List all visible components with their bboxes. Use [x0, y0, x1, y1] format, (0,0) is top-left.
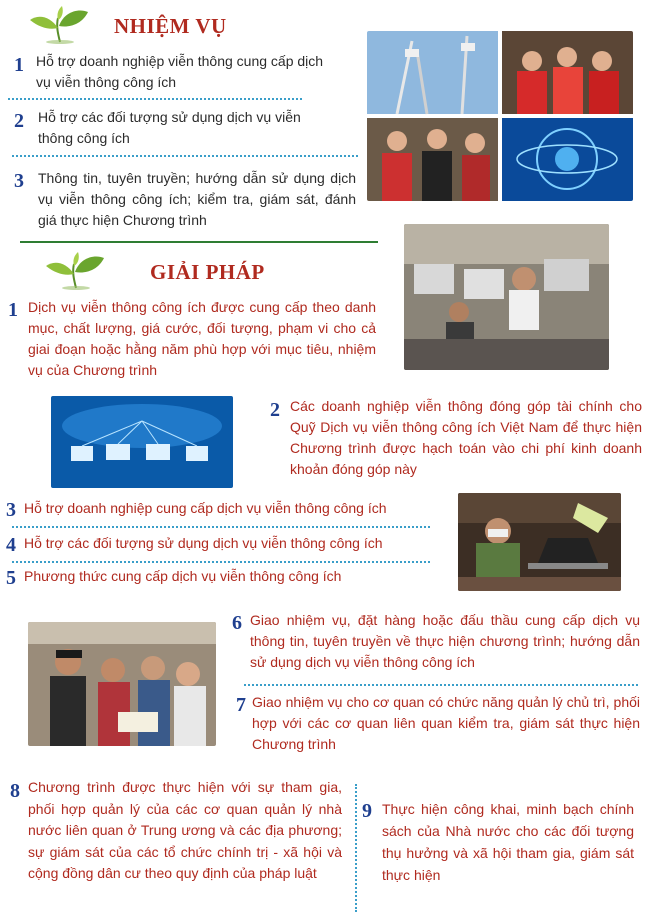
section-divider — [20, 241, 378, 243]
vertical-divider — [355, 784, 357, 912]
network-laptops-image — [51, 396, 233, 488]
solution-item-6-number: 6 — [232, 612, 242, 634]
solution-item-9-number: 9 — [362, 800, 372, 822]
solution-item-7-number: 7 — [236, 694, 246, 716]
solution-item-7-text: Giao nhiệm vụ cho cơ quan có chức năng quản lý chủ trì, phối hợp với các cơ quan liên quan kiểm tra, giám sát thực hiện Chương trình — [252, 694, 640, 752]
solution-divider-6 — [244, 684, 638, 686]
solution-item-9-text: Thực hiện công khai, minh bạch chính sách của Nhà nước cho các đối tượng thụ hưởng và xã hội tham gia, giám sát thực hiện — [382, 801, 634, 883]
student-laptop-photo — [458, 493, 621, 591]
solution-item-6-text: Giao nhiệm vụ, đặt hàng hoặc đấu thầu cung cấp dịch vụ thông tin, tuyên truyền về thực hiện chương trình; hướng dẫn sử dụng dịch vụ viễn thông công ích — [250, 612, 640, 670]
solution-item-8-number: 8 — [10, 780, 20, 802]
mission-item-1-text: Hỗ trợ doanh nghiệp viễn thông cung cấp dịch vụ viễn thông công ích — [36, 53, 324, 90]
mission-item-2-number: 2 — [14, 110, 24, 132]
solution-item-2-text: Các doanh nghiệp viễn thông đóng góp tài chính cho Quỹ Dịch vụ viễn thông công ích Việt Nam để thực hiện Chương trình được hạch toán vào chi phí kinh doanh khoản đóng góp này — [290, 398, 642, 477]
solution-item-2-number: 2 — [270, 399, 280, 421]
mission-item-1-number: 1 — [14, 54, 24, 76]
computer-lab-photo — [404, 224, 609, 370]
mission-divider-2 — [12, 155, 358, 157]
mission-divider-1 — [8, 98, 302, 100]
mission-item-2-text: Hỗ trợ các đối tượng sử dụng dịch vụ viễn thông công ích — [38, 109, 301, 146]
solution-item-4-text: Hỗ trợ các đối tượng sử dụng dịch vụ viễn thông công ích — [24, 535, 383, 551]
solution-divider-3 — [12, 526, 430, 528]
solution-item-4-number: 4 — [6, 534, 16, 556]
solution-item-8-text: Chương trình được thực hiện với sự tham gia, phối hợp quản lý của các cơ quan quản lý nhà nước liên quan ở Trung ương và các địa phương; sự giám sát của các tổ chức chính trị - xã hội và cộng đồng dân cư theo quy định của pháp luật — [28, 779, 342, 881]
mission-item-3-text: Thông tin, tuyên truyền; hướng dẫn sử dụng dịch vụ viễn thông công ích; kiểm tra, giám sát, đánh giá thực hiện Chương trình — [38, 170, 356, 228]
solution-item-5-text: Phương thức cung cấp dịch vụ viễn thông công ích — [24, 568, 342, 584]
solution-item-3-number: 3 — [6, 499, 16, 521]
leaf-sprout-icon — [44, 252, 108, 290]
mission-photo-collage — [367, 31, 633, 201]
solution-item-3-text: Hỗ trợ doanh nghiệp cung cấp dịch vụ viễn thông công ích — [24, 500, 387, 516]
solution-divider-4 — [12, 561, 430, 563]
leaf-sprout-icon — [28, 6, 92, 44]
solution-item-5-number: 5 — [6, 567, 16, 589]
solution-item-1-number: 1 — [8, 299, 18, 321]
mission-title: NHIỆM VỤ — [114, 14, 227, 38]
solution-item-1-text: Dịch vụ viễn thông công ích được cung cấp theo danh mục, chất lượng, giá cước, đối tượng, phạm vi cho cả giai đoạn hoặc hằng năm phù hợp với mục tiêu, nhiệm vụ của Chương trình — [28, 299, 376, 378]
mission-item-3-number: 3 — [14, 170, 24, 192]
solutions-title: GIẢI PHÁP — [150, 260, 265, 284]
community-group-photo — [28, 622, 216, 746]
